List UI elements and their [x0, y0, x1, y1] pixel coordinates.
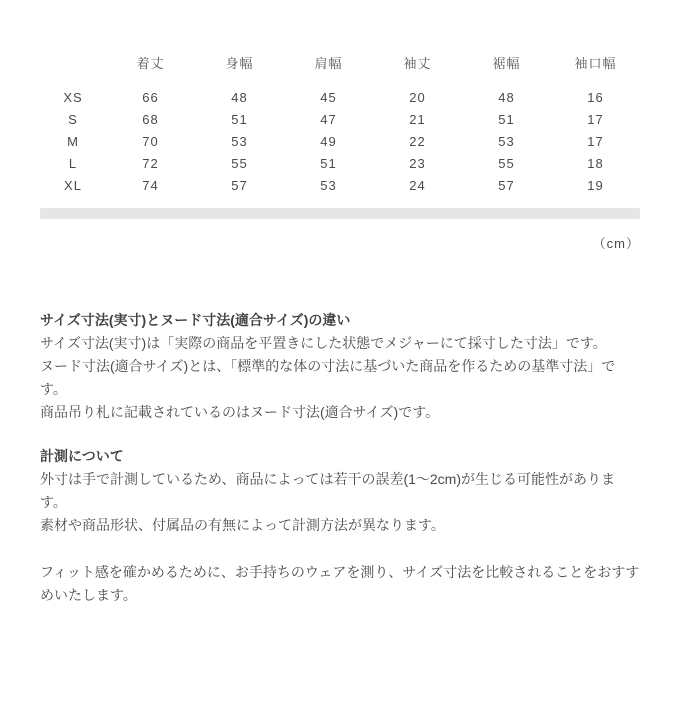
size-value-cell: 24 [409, 177, 426, 193]
size-value-cell: 47 [320, 111, 337, 127]
size-value-cell: 51 [320, 155, 337, 171]
size-value-cell: 23 [409, 155, 426, 171]
size-value-cell: 21 [409, 111, 426, 127]
section-heading: 計測について [40, 448, 124, 464]
size-value-cell: 51 [498, 111, 515, 127]
size-value-cell: 57 [231, 177, 248, 193]
section-heading: サイズ寸法(実寸)とヌード寸法(適合サイズ)の違い [40, 312, 351, 328]
size-value-cell: 72 [142, 155, 159, 171]
size-label-cell: L [68, 155, 78, 171]
size-chart-body [40, 86, 640, 196]
table-row [40, 86, 640, 108]
size-value-cell: 55 [231, 155, 248, 171]
section-measurement [40, 445, 640, 537]
size-value-cell: 19 [587, 177, 604, 193]
size-label-cell: XL [64, 177, 82, 193]
fit-recommendation-note: フィット感を確かめるために、お手持ちのウェアを測り、サイズ寸法を比較されることをおすすめいたします。 [40, 564, 640, 603]
size-value-cell: 17 [587, 111, 604, 127]
size-value-cell: 48 [231, 89, 248, 105]
size-value-cell: 53 [498, 133, 515, 149]
horizontal-scrollbar-thumb[interactable] [40, 208, 640, 219]
size-value-cell: 57 [498, 177, 515, 193]
size-value-cell: 74 [142, 177, 159, 193]
size-chart-header-row [40, 38, 640, 86]
size-value-cell: 48 [498, 89, 515, 105]
column-header: 身幅 [225, 55, 254, 71]
section-line: 商品吊り札に記載されているのはヌード寸法(適合サイズ)です。 [40, 404, 440, 420]
table-row [40, 152, 640, 174]
column-header: 袖口幅 [574, 55, 617, 71]
notes-area [40, 309, 640, 607]
column-header: 着丈 [136, 55, 165, 71]
size-value-cell: 55 [498, 155, 515, 171]
size-chart-table [40, 38, 640, 196]
table-row [40, 130, 640, 152]
size-guide-content [40, 38, 640, 607]
size-value-cell: 68 [142, 111, 159, 127]
column-header: 袖丈 [403, 55, 432, 71]
size-label-cell: S [68, 111, 78, 127]
section-size-vs-nude [40, 309, 640, 424]
section-line: 外寸は手で計測しているため、商品によっては若干の誤差(1〜2cm)が生じる可能性があります。 [40, 471, 615, 510]
column-header: 裾幅 [492, 55, 521, 71]
table-row [40, 108, 640, 130]
size-value-cell: 16 [587, 89, 604, 105]
table-row [40, 174, 640, 196]
section-line: ヌード寸法(適合サイズ)とは、「標準的な体の寸法に基づいた商品を作るための基準寸法」です。 [40, 358, 616, 397]
size-value-cell: 53 [231, 133, 248, 149]
size-chart-header [40, 38, 640, 86]
unit-label: （cm） [592, 236, 640, 251]
size-value-cell: 20 [409, 89, 426, 105]
size-label-cell: XS [63, 89, 83, 105]
section-line: 素材や商品形状、付属品の有無によって計測方法が異なります。 [40, 517, 445, 533]
corner-cell [40, 38, 106, 86]
size-guide-page [0, 38, 680, 718]
size-value-cell: 49 [320, 133, 337, 149]
size-label-cell: M [67, 133, 79, 149]
size-value-cell: 22 [409, 133, 426, 149]
size-value-cell: 17 [587, 133, 604, 149]
size-value-cell: 70 [142, 133, 159, 149]
column-header: 肩幅 [314, 55, 343, 71]
size-value-cell: 45 [320, 89, 337, 105]
size-value-cell: 18 [587, 155, 604, 171]
horizontal-scrollbar-track[interactable] [40, 208, 640, 219]
size-value-cell: 66 [142, 89, 159, 105]
size-value-cell: 53 [320, 177, 337, 193]
size-value-cell: 51 [231, 111, 248, 127]
section-line: サイズ寸法(実寸)は「実際の商品を平置きにした状態でメジャーにて採寸した寸法」です。 [40, 335, 607, 351]
